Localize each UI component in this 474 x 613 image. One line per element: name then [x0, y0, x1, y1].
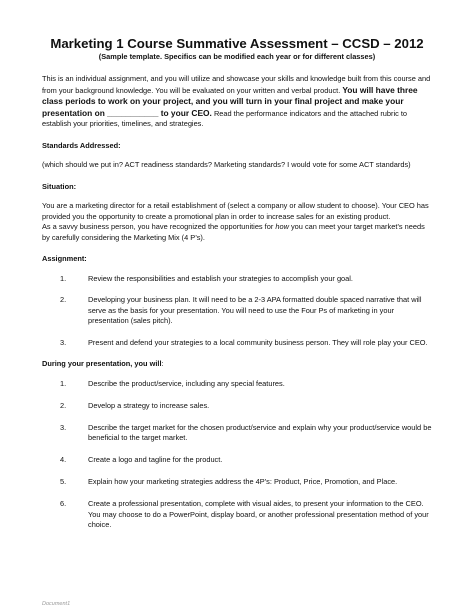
list-item-text: Describe the target market for the chosen product/service and explain why your product/service would be beneficial to the target market.	[88, 422, 432, 442]
list-item	[42, 477, 432, 488]
list-item-text: Explain how your marketing strategies address the 4P’s: Product, Price, Promotion, and Place.	[88, 477, 398, 486]
intro-bold-text: You will have three class periods to work on your project, and you will turn in your final project and make your presentation on ___________ to your CEO.	[42, 84, 418, 118]
list-item-number: 1.	[60, 273, 67, 283]
document-footer: Document1	[42, 601, 71, 607]
list-item-text: Develop a strategy to increase sales.	[88, 400, 210, 410]
list-item-text: Create a logo and tagline for the product.	[88, 455, 223, 464]
list-item	[42, 338, 432, 349]
list-item-text: Create a professional presentation, complete with visual aides, to present your information to the CEO. You may choose to do a PowerPoint, display board, or another professional presentation method of your choice.	[88, 499, 429, 529]
list-item	[42, 401, 432, 412]
situation-p2-emphasis: how	[275, 222, 289, 231]
presentation-heading-colon: :	[161, 359, 164, 368]
intro-text: This is an individual assignment, and you will utilize and showcase your skills and knowledge built from this course and from your background knowledge. You will be evaluated on your written and verbal product.	[42, 74, 431, 95]
list-item-number: 3.	[60, 422, 67, 432]
presentation-heading-text: During your presentation, you will	[42, 359, 162, 368]
situation-paragraph-1: You are a marketing director for a retail establishment of (select a company or allow student to choose). Your CEO has provided you the opportunity to create a promotional plan in order to increase sales for an existing product.	[42, 201, 429, 221]
list-item	[42, 379, 432, 390]
list-item-number: 3.	[60, 337, 67, 347]
list-item-text: Present and defend your strategies to a local community business person. They will role play your CEO.	[88, 337, 428, 347]
document-title: Marketing 1 Course Summative Assessment – CCSD – 2012	[50, 36, 424, 51]
intro-trailing-text: Read the performance indicators and the attached rubric to establish your priorities, timelines, and strategies.	[42, 108, 408, 128]
presentation-heading	[42, 359, 432, 370]
list-item-number: 5.	[60, 477, 67, 486]
list-item	[42, 499, 432, 531]
situation-p2-start: As a savvy business person, you have recognized the opportunities for	[42, 222, 276, 231]
situation-p2-end: you can meet your target market’s needs by carefully considering the Marketing Mix (4 P’s).	[42, 222, 425, 242]
list-item	[42, 295, 432, 327]
assignment-list	[42, 274, 432, 349]
intro-paragraph	[42, 74, 432, 130]
list-item-number: 4.	[60, 455, 67, 464]
situation-heading: Situation:	[42, 181, 77, 191]
list-item	[42, 423, 432, 444]
list-item	[42, 455, 432, 466]
situation-paragraph-2	[42, 222, 432, 243]
list-item-number: 6.	[60, 499, 67, 508]
list-item-number: 2.	[60, 400, 67, 410]
list-item	[42, 274, 432, 285]
document-subtitle: (Sample template. Specifics can be modified each year or for different classes)	[98, 52, 376, 61]
list-item-text: Developing your business plan. It will need to be a 2-3 APA formatted double spaced narrative that will serve as the basis for your presentation. You will need to use the Four Ps of marketing in your presentation (sales pitch).	[88, 295, 422, 325]
list-item-number: 1.	[60, 378, 67, 388]
standards-text: (which should we put in? ACT readiness standards? Marketing standards? I would vote for some ACT standards)	[42, 160, 411, 169]
list-item-text: Review the responsibilities and establish your strategies to accomplish your goal.	[88, 273, 353, 283]
list-item-number: 2.	[60, 295, 67, 304]
standards-heading: Standards Addressed:	[42, 140, 121, 150]
list-item-text: Describe the product/service, including any special features.	[88, 378, 285, 388]
assignment-heading: Assignment:	[42, 254, 87, 263]
presentation-list	[42, 379, 432, 531]
